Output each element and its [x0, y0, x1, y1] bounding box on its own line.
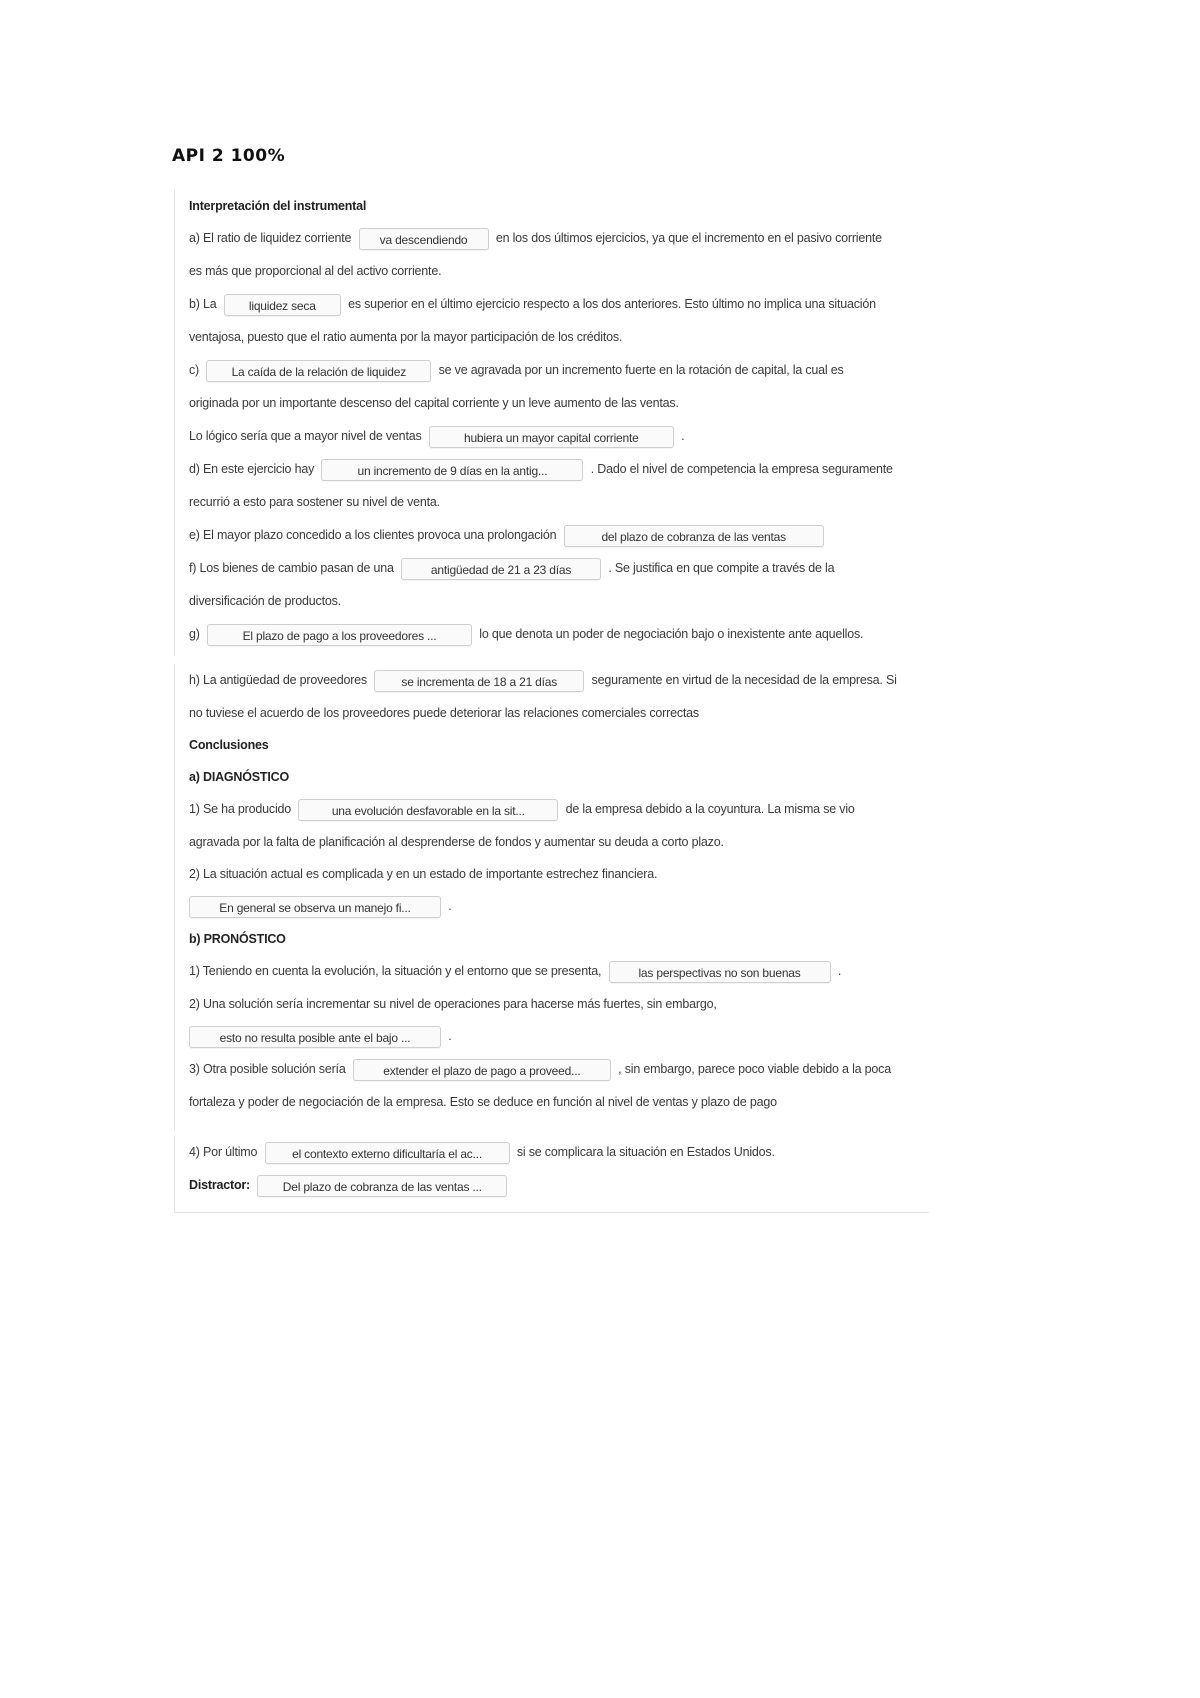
item-text: . Se justifica en que compite a través de la	[608, 561, 835, 575]
item-text: 2) La situación actual es complicada y en un estado de importante estrechez financiera.	[189, 867, 658, 881]
item-text: a) El ratio de liquidez corriente	[189, 231, 352, 245]
answer-dropdown[interactable]: se incrementa de 18 a 21 días	[374, 670, 584, 692]
answer-dropdown[interactable]: extender el plazo de pago a proveed...	[353, 1059, 611, 1081]
item-text: g)	[189, 627, 200, 641]
item-text: .	[448, 899, 452, 913]
instrumental-section	[174, 190, 929, 656]
item-text: no tuviese el acuerdo de los proveedores puede deteriorar las relaciones comerciales correctas	[189, 706, 699, 720]
final-section	[174, 1136, 929, 1213]
item-text: agravada por la falta de planificación al desprenderse de fondos y aumentar su deuda a corto plazo.	[189, 835, 724, 849]
item-text: originada por un importante descenso del capital corriente y un leve aumento de las ventas.	[189, 396, 679, 410]
item-e	[189, 519, 929, 552]
item-text: 3) Otra posible solución sería	[189, 1062, 346, 1076]
item-c3	[189, 420, 929, 453]
item-text: recurrió a esto para sostener su nivel de venta.	[189, 495, 440, 509]
item-text: 1) Teniendo en cuenta la evolución, la situación y el entorno que se presenta,	[189, 964, 602, 978]
item-a	[189, 222, 929, 255]
item-text: e) El mayor plazo concedido a los clientes provoca una prolongación	[189, 528, 557, 542]
answer-dropdown[interactable]: esto no resulta posible ante el bajo ...	[189, 1026, 441, 1048]
answer-dropdown[interactable]: El plazo de pago a los proveedores ...	[207, 624, 472, 646]
item-text: seguramente en virtud de la necesidad de la empresa. Si	[591, 673, 897, 687]
item-text: lo que denota un poder de negociación bajo o inexistente ante aquellos.	[479, 627, 864, 641]
pronostico-heading: b) PRONÓSTICO	[189, 932, 286, 946]
section-heading: Interpretación del instrumental	[189, 199, 367, 213]
item-d	[189, 453, 929, 486]
item-text: Lo lógico sería que a mayor nivel de ventas	[189, 429, 422, 443]
distractor-row	[189, 1169, 929, 1202]
item-text: c)	[189, 363, 200, 377]
item-text: , sin embargo, parece poco viable debido a la poca	[618, 1062, 891, 1076]
answer-dropdown[interactable]: La caída de la relación de liquidez	[206, 360, 431, 382]
prono-item-2	[189, 1020, 929, 1053]
item-text: fortaleza y poder de negociación de la empresa. Esto se deduce en función al nivel de ventas y plazo de pago	[189, 1095, 777, 1109]
item-c	[189, 354, 929, 387]
item-text: diversificación de productos.	[189, 594, 341, 608]
diagnostico-heading: a) DIAGNÓSTICO	[189, 770, 289, 784]
answer-dropdown[interactable]: liquidez seca	[224, 294, 341, 316]
item-text: f) Los bienes de cambio pasan de una	[189, 561, 394, 575]
item-text: de la empresa debido a la coyuntura. La misma se vio	[565, 802, 855, 816]
prono-item-4	[189, 1136, 929, 1169]
conclusions-section	[174, 664, 929, 1130]
item-text: es más que proporcional al del activo corriente.	[189, 264, 442, 278]
item-text: es superior en el último ejercicio respecto a los dos anteriores. Esto último no implica una situación	[348, 297, 876, 311]
item-text: en los dos últimos ejercicios, ya que el incremento en el pasivo corriente	[495, 231, 882, 245]
answer-dropdown[interactable]: del plazo de cobranza de las ventas	[564, 525, 824, 547]
item-g	[189, 618, 929, 651]
item-text: h) La antigüedad de proveedores	[189, 673, 367, 687]
page-title: API 2 100%	[172, 146, 286, 166]
distractor-dropdown[interactable]: Del plazo de cobranza de las ventas ...	[257, 1175, 507, 1197]
answer-dropdown[interactable]: una evolución desfavorable en la sit...	[298, 799, 558, 821]
item-b	[189, 288, 929, 321]
prono-item-1	[189, 955, 929, 988]
item-text: ventajosa, puesto que el ratio aumenta por la mayor participación de los créditos.	[189, 330, 623, 344]
item-text: se ve agravada por un incremento fuerte en la rotación de capital, la cual es	[438, 363, 844, 377]
answer-dropdown[interactable]: un incremento de 9 días en la antig...	[321, 459, 583, 481]
answer-dropdown[interactable]: antigüedad de 21 a 23 días	[401, 558, 601, 580]
item-h	[189, 664, 929, 697]
diag-item-2	[189, 890, 929, 923]
item-text: 4) Por último	[189, 1145, 258, 1159]
distractor-label: Distractor:	[189, 1178, 251, 1192]
answer-dropdown[interactable]: las perspectivas no son buenas	[609, 961, 831, 983]
item-text: .	[837, 964, 842, 978]
item-text: d) En este ejercicio hay	[189, 462, 315, 476]
item-text: . Dado el nivel de competencia la empresa seguramente	[590, 462, 893, 476]
item-text: si se complicara la situación en Estados Unidos.	[516, 1145, 775, 1159]
answer-dropdown[interactable]: hubiera un mayor capital corriente	[429, 426, 674, 448]
item-f	[189, 552, 929, 585]
item-text: .	[681, 429, 685, 443]
item-text: 1) Se ha producido	[189, 802, 292, 816]
diag-item-1	[189, 793, 929, 826]
conclusions-heading: Conclusiones	[189, 738, 269, 752]
item-text: 2) Una solución sería incrementar su nivel de operaciones para hacerse más fuertes, sin embargo,	[189, 997, 717, 1011]
answer-dropdown[interactable]: el contexto externo dificultaría el ac...	[265, 1142, 510, 1164]
prono-item-3	[189, 1053, 929, 1086]
item-text: .	[448, 1029, 452, 1043]
item-text: b) La	[189, 297, 217, 311]
answer-dropdown[interactable]: En general se observa un manejo fi...	[189, 896, 441, 918]
answer-dropdown[interactable]: va descendiendo	[359, 228, 489, 250]
